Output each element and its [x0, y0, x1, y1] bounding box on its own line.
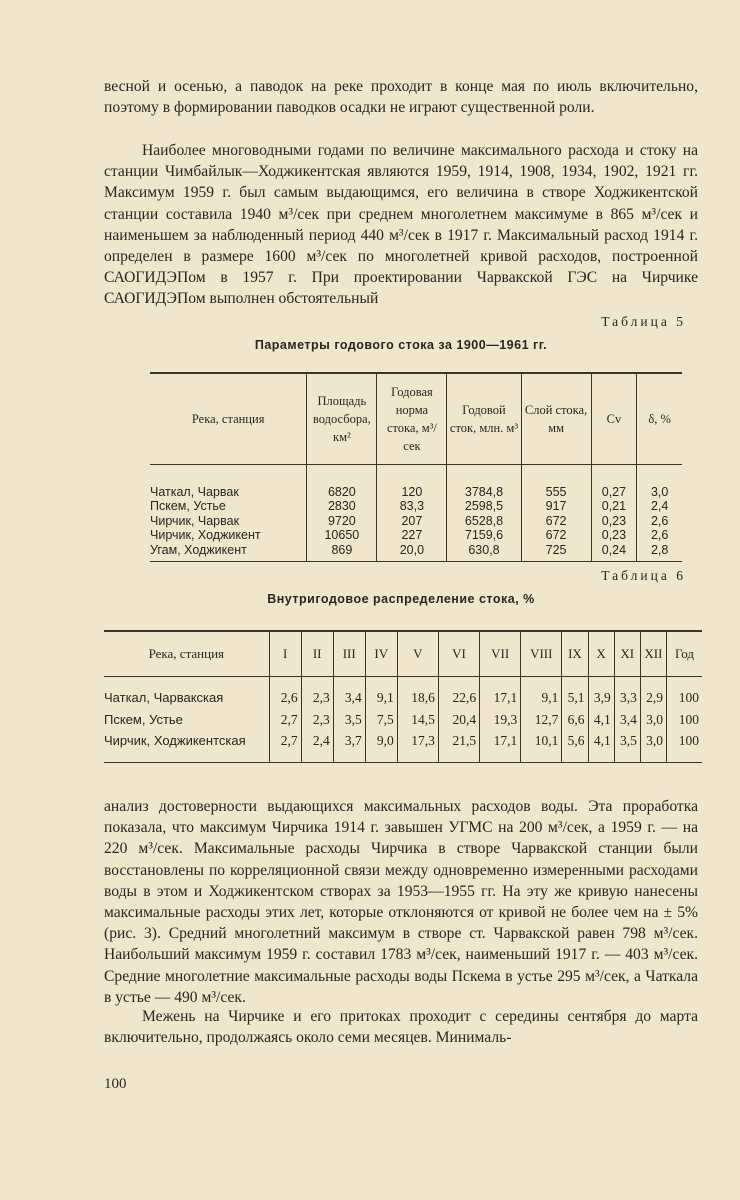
table6-cell: 9,0: [365, 730, 397, 762]
table-row: [150, 543, 682, 562]
table5: [150, 372, 682, 562]
table5-header: Годовая норма стока, м³/сек: [377, 373, 447, 465]
table6-cell: 6,6: [562, 709, 588, 731]
table5-cell: 6820: [307, 465, 377, 500]
table5-cell: 7159,6: [447, 528, 521, 542]
table6-cell: 19,3: [480, 709, 521, 731]
table5-cell: Чаткал, Чарвак: [150, 485, 239, 499]
table5-header: Площадь водосбора, км²: [307, 373, 377, 465]
table6: [104, 630, 702, 763]
table6-cell: 100: [667, 709, 703, 731]
table5-cell: 0,23: [591, 528, 637, 542]
table5-cell: 2,8: [637, 543, 682, 562]
table6-cell: 22,6: [438, 677, 479, 709]
table6-header: V: [397, 631, 438, 677]
table6-header: XII: [640, 631, 666, 677]
table5-cell: 2,6: [637, 514, 682, 528]
table5-cell: Чирчик, Ходжикент: [150, 528, 261, 543]
paragraph-3: анализ достоверности выдающихся максимальных расходов воды. Эта проработка показала, что максимум Чирчика 1914 г. завышен УГМС на 200 м³/сек, а 1959 г. — на 220 м³/сек. Максимальные расходы Чирчика в створе Чарвакской станции были восстановлены по корреляционной связи между одновременно измеренными расходами воды в этом и Ходжикентском створах за 1953—1955 гг. На эту же кривую нанесены максимальные расходы этих лет, которые отклоняются от кривой не более чем на ± 5% (рис. 3). Средний многолетний максимум в створе ст. Чарвакской равен 798 м³/сек. Наибольший максимум 1959 г. составил 1783 м³/сек, наименьший 1917 г. — 403 м³/сек. Средние многолетние максимальные расходы воды Пскема в устье 295 м³/сек, а Чаткала в устье — 490 м³/сек.: [104, 798, 698, 1006]
table6-cell: 100: [667, 677, 703, 709]
table6-cell: 17,1: [480, 730, 521, 762]
table-row: [150, 499, 682, 513]
table5-cell: 672: [521, 528, 591, 542]
table-row: [104, 730, 702, 762]
table6-header: VIII: [521, 631, 562, 677]
table6-header: Река, станция: [148, 646, 225, 661]
table6-cell: Чирчик, Ходжикентская: [104, 733, 246, 748]
table6-header-row: [104, 631, 702, 677]
table5-cell: 0,24: [591, 543, 637, 562]
table6-cell: 3,5: [614, 730, 640, 762]
table6-cell: 21,5: [438, 730, 479, 762]
table6-cell: 4,1: [588, 709, 614, 731]
table6-cell: 20,4: [438, 709, 479, 731]
table-row: [150, 465, 682, 500]
table6-cell: 10,1: [521, 730, 562, 762]
table6-cell: 100: [667, 730, 703, 762]
table6-header: III: [333, 631, 365, 677]
table6-cell: 5,1: [562, 677, 588, 709]
paragraph-4: Межень на Чирчике и его притоках проходит с середины сентября до марта включительно, продолжаясь около семи месяцев. Минималь-: [104, 1008, 698, 1047]
table6-header: IV: [365, 631, 397, 677]
table6-cell: 3,5: [333, 709, 365, 731]
table6-cell: 4,1: [588, 730, 614, 762]
table6-header: VII: [480, 631, 521, 677]
table6-cell: 3,0: [640, 730, 666, 762]
table5-header: Годовой сток, млн. м³: [447, 373, 521, 465]
table5-cell: 917: [521, 499, 591, 513]
table6-header: VI: [438, 631, 479, 677]
table6-title: Внутригодовое распределение стока, %: [267, 592, 535, 606]
table5-title: Параметры годового стока за 1900—1961 гг.: [254, 338, 548, 352]
table5-cell: 3784,8: [447, 465, 521, 500]
table6-header: II: [301, 631, 333, 677]
table5-header: δ, %: [637, 373, 682, 465]
paragraph-2: Наиболее многоводными годами по величине максимального расхода и стоку на станции Чимбайлык—Ходжикентская являются 1959, 1914, 1908, 1934, 1902, 1921 гг. Максимум 1959 г. был самым выдающимся, его величина в створе Ходжикентской станции составила 1940 м³/сек при среднем многолетнем максимуме в 865 м³/сек и наименьшем за наблюденный период 440 м³/сек в 1917 г. Максимальный расход 1914 г. определен в размере 1600 м³/сек по многолетней кривой расходов, построенной САОГИДЭПом в 1957 г. При проектировании Чарвакской ГЭС на Чирчике САОГИДЭПом выполнен обстоятельный: [104, 142, 698, 308]
table6-cell: 3,4: [333, 677, 365, 709]
table5-header: Cv: [591, 373, 637, 465]
table6-cell: 12,7: [521, 709, 562, 731]
page-number: 100: [104, 1076, 127, 1092]
table6-cell: 14,5: [397, 709, 438, 731]
table6-cell: 18,6: [397, 677, 438, 709]
table5-header-row: [150, 373, 682, 465]
table6-cell: 2,7: [269, 709, 301, 731]
table5-cell: 6528,8: [447, 514, 521, 528]
table5-cell: Чирчик, Чарвак: [150, 513, 240, 528]
table6-header: IX: [562, 631, 588, 677]
table6-header: XI: [614, 631, 640, 677]
table5-cell: 555: [521, 465, 591, 500]
table5-header: Река, станция: [191, 412, 265, 426]
table6-cell: 3,4: [614, 709, 640, 731]
table6-label: Таблица 6: [601, 568, 686, 583]
table6-cell: 2,9: [640, 677, 666, 709]
table6-header: I: [269, 631, 301, 677]
table5-cell: 20,0: [377, 543, 447, 562]
table5-cell: 2830: [307, 499, 377, 513]
table5-cell: 869: [307, 543, 377, 562]
paragraph-1: весной и осенью, а паводок на реке проходит в конце мая по июль включительно, поэтому в формировании паводков осадки не играют существенной роли.: [104, 78, 698, 117]
table5-cell: 0,23: [591, 514, 637, 528]
table6-cell: 2,6: [269, 677, 301, 709]
table5-cell: 0,27: [591, 465, 637, 500]
table5-cell: 630,8: [447, 543, 521, 562]
table-row: [104, 677, 702, 709]
table5-header: Слой стока, мм: [521, 373, 591, 465]
table6-cell: 3,9: [588, 677, 614, 709]
table-row: [150, 514, 682, 528]
table5-cell: 2,4: [637, 499, 682, 513]
table6-cell: 2,4: [301, 730, 333, 762]
table-row: [104, 709, 702, 731]
table5-label: Таблица 5: [601, 314, 686, 329]
table5-cell: 725: [521, 543, 591, 562]
table-row: [150, 528, 682, 542]
table6-cell: 9,1: [521, 677, 562, 709]
table5-cell: 207: [377, 514, 447, 528]
table5-cell: Угам, Ходжикент: [150, 542, 247, 557]
table6-header: X: [588, 631, 614, 677]
table6-cell: Пскем, Устье: [104, 711, 183, 727]
table5-cell: 227: [377, 528, 447, 542]
table5-cell: 10650: [307, 528, 377, 542]
table6-cell: 2,3: [301, 709, 333, 731]
table6-cell: 5,6: [562, 730, 588, 762]
table6-cell: 3,7: [333, 730, 365, 762]
table6-cell: 17,3: [397, 730, 438, 762]
table6-cell: 17,1: [480, 677, 521, 709]
table5-cell: 2598,5: [447, 499, 521, 513]
table5-cell: 83,3: [377, 499, 447, 513]
table6-header: Год: [667, 631, 703, 677]
table6-cell: 3,3: [614, 677, 640, 709]
table5-cell: 672: [521, 514, 591, 528]
table5-cell: 120: [377, 465, 447, 500]
table5-cell: Пскем, Устье: [150, 499, 226, 514]
table6-cell: Чаткал, Чарвакская: [104, 690, 224, 705]
table6-cell: 2,3: [301, 677, 333, 709]
table6-cell: 7,5: [365, 709, 397, 731]
table6-cell: 3,0: [640, 709, 666, 731]
table5-cell: 3,0: [637, 465, 682, 500]
table5-cell: 2,6: [637, 528, 682, 542]
table6-cell: 2,7: [269, 730, 301, 762]
table5-cell: 9720: [307, 514, 377, 528]
table6-cell: 9,1: [365, 677, 397, 709]
table5-cell: 0,21: [591, 499, 637, 513]
